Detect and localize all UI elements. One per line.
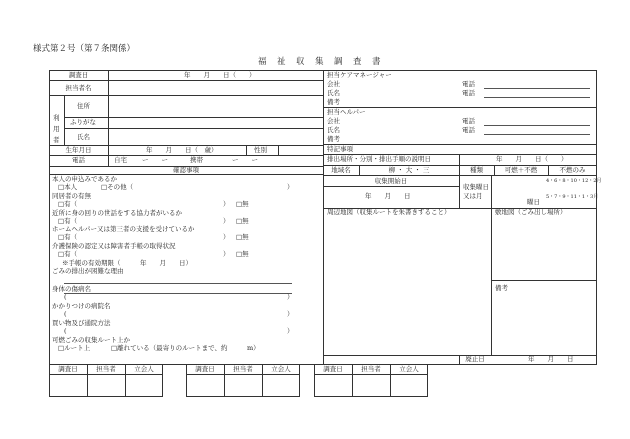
q-hospital-name: かかりつけの病院名: [52, 302, 111, 310]
q-illness-open: (: [64, 293, 67, 301]
day-label-1: 収集曜日: [463, 183, 489, 191]
day-label-2: 又は月: [463, 192, 483, 200]
survey-date-value[interactable]: 年 月 日（ ）: [184, 71, 256, 79]
cm-remarks-label: 備考: [327, 98, 340, 106]
hp-remarks-label: 備考: [327, 135, 340, 143]
hp-name-label: 氏名: [327, 126, 340, 134]
q-hospital-open: (: [64, 310, 67, 318]
mobile-phone-dash: ー ー: [232, 156, 258, 164]
district-label: 地域名: [331, 166, 351, 174]
q-helper-nearby-no[interactable]: □無: [236, 217, 249, 225]
close-paren: ）: [287, 327, 294, 335]
confirm-header: 確認事項: [173, 166, 199, 174]
footer-1-staff: 担当者: [96, 365, 116, 373]
q-care-cert-expiry: ※手帳の有効期限（ 年 月 日）: [62, 259, 192, 267]
gender-label: 性別: [254, 146, 267, 154]
home-phone-dash: ー ー: [142, 156, 168, 164]
cm-company-label: 会社: [327, 80, 340, 88]
q-home-helper-no[interactable]: □無: [236, 233, 249, 241]
explain-date-value[interactable]: 年 月 日（ ）: [496, 155, 568, 163]
q-on-route-opt2[interactable]: □離れている（最寄りのルートまで、約 m）: [111, 344, 260, 352]
cm-name-label: 氏名: [327, 89, 340, 97]
abolish-date-label: 廃止日: [465, 355, 485, 363]
form-title: 福 祉 収 集 調 査 書: [258, 57, 382, 67]
q-cohabitant: 同居者の有無: [52, 192, 91, 200]
abolish-date-value[interactable]: 年 月 日: [528, 355, 574, 363]
footer-3-witness: 立会人: [399, 365, 419, 373]
site-map-label: 敷地図（ごみ出し場所）: [495, 208, 567, 216]
phone-label: 電話: [72, 156, 85, 164]
type-label: 種類: [470, 166, 483, 174]
close-paren: ）: [287, 310, 294, 318]
q-on-route-opt1[interactable]: □ルート上: [58, 344, 91, 352]
hp-phone-label-2: 電話: [462, 126, 475, 134]
dob-value[interactable]: 年 月 日（ 歳）: [146, 146, 218, 154]
q-on-route: 可燃ごみの収集ルート上か: [52, 336, 130, 344]
care-manager-label: 担当ケアマネージャー: [327, 71, 392, 79]
q-shopping-open: (: [64, 327, 67, 335]
close-paren: ）: [223, 250, 230, 258]
start-date-label: 収集開始日: [374, 177, 408, 185]
type-nonburnable[interactable]: 不燃のみ: [559, 166, 586, 174]
hp-phone-label: 電話: [462, 117, 475, 125]
remarks-label: 備考: [495, 284, 508, 292]
address-label: 住所: [77, 102, 90, 110]
close-paren: ）: [287, 183, 294, 191]
helper-label: 担当ヘルパー: [327, 108, 366, 116]
footer-3-survey-date: 調査日: [323, 365, 343, 373]
q-home-helper: ホームヘルパー又は第三者の支援を受けているか: [52, 225, 195, 233]
q-care-cert-no[interactable]: □無: [236, 250, 249, 258]
q-cohabitant-yes[interactable]: □有（: [58, 200, 78, 208]
close-paren: ）: [287, 293, 294, 301]
q-difficulty-reason: ごみの排出が困難な理由: [52, 267, 124, 275]
start-date-value[interactable]: 年 月 日: [365, 192, 411, 200]
user-group-label: 利用者: [53, 114, 60, 144]
close-paren: ）: [223, 217, 230, 225]
survey-date-label: 調査日: [68, 71, 89, 79]
q-cohabitant-no[interactable]: □無: [236, 200, 249, 208]
district-options[interactable]: 柳 ・ 大 ・ 三: [388, 166, 430, 174]
furigana-label: ふりがな: [70, 118, 96, 126]
explain-date-label: 排出場所・分別・排出手順の説明日: [327, 155, 431, 163]
q-illness-name: 身体の傷病名: [52, 285, 91, 293]
footer-2-witness: 立会人: [271, 365, 291, 373]
q-care-cert: 介護保険の認定又は障害者手帳の取得状況: [52, 242, 176, 250]
cm-phone-label-2: 電話: [462, 89, 475, 97]
cm-phone-label: 電話: [462, 80, 475, 88]
special-notes-label: 特記事項: [327, 145, 353, 153]
q-helper-nearby: 近所に身の回りの世話をする協力者がいるか: [52, 209, 182, 217]
form-number: 様式第２号（第７条関係）: [33, 44, 136, 54]
q-shopping-method: 買い物及び通院方法: [52, 319, 111, 327]
close-paren: ）: [223, 233, 230, 241]
day-of-week-label: 曜日: [527, 198, 540, 206]
day-set-2[interactable]: 5・7・9・11・1・3月: [546, 194, 599, 200]
footer-1-survey-date: 調査日: [58, 365, 78, 373]
dob-label: 生年月日: [65, 146, 92, 154]
user-name-label: 氏名: [77, 133, 90, 141]
staff-name-label: 担当者名: [65, 84, 92, 92]
close-paren: ）: [223, 200, 230, 208]
q-home-helper-yes[interactable]: □有（: [58, 233, 78, 241]
q-care-cert-yes[interactable]: □有（: [58, 250, 78, 258]
mobile-phone-label: 携帯: [190, 156, 203, 164]
day-set-1[interactable]: 4・6・8・10・12・2月: [546, 178, 602, 184]
hp-company-label: 会社: [327, 117, 340, 125]
footer-1-witness: 立会人: [134, 365, 154, 373]
route-map-label: 周辺地図（収集ルートを朱書きすること）: [327, 208, 451, 216]
q-self-opt-other[interactable]: □その他（: [101, 183, 134, 191]
footer-2-staff: 担当者: [233, 365, 253, 373]
q-self-application: 本人の申込みであるか: [52, 175, 117, 183]
footer-2-survey-date: 調査日: [195, 365, 215, 373]
footer-3-staff: 担当者: [361, 365, 381, 373]
q-helper-nearby-yes[interactable]: □有（: [58, 217, 78, 225]
q-self-opt-self[interactable]: □本人: [58, 183, 78, 191]
home-phone-label: 自宅: [114, 156, 127, 164]
type-both[interactable]: 可燃＋不燃: [504, 166, 538, 174]
